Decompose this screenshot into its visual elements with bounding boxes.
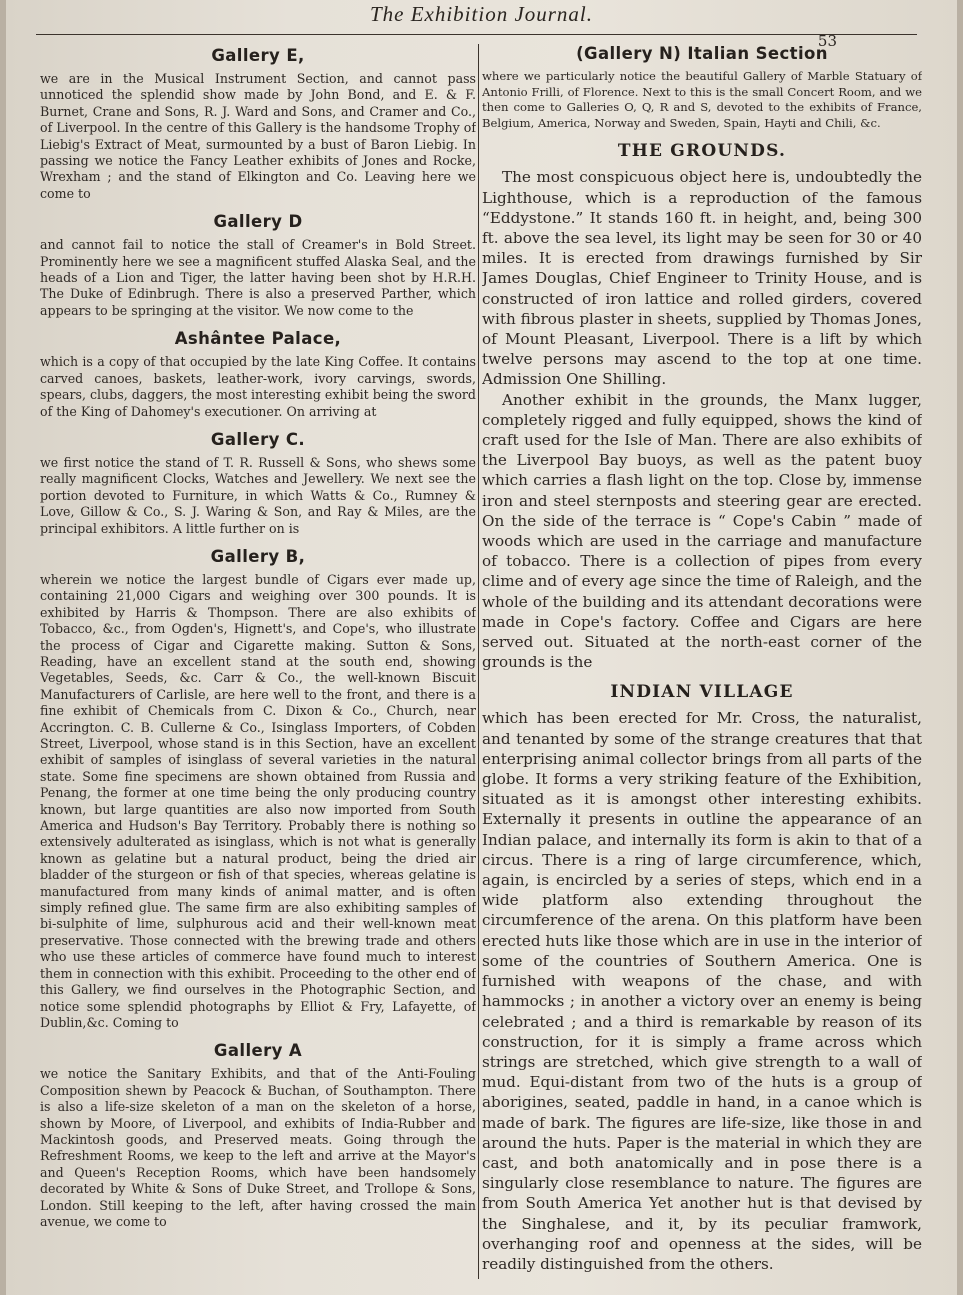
- journal-page: [6, 0, 957, 1295]
- text-italian-section: where we particularly notice the beautiful Gallery of Marble Statuary of Antonio Frilli, of Florence. Next to this is the small Concert Room, and we then come to Galleries O, Q, R and S, devoted to the exhibits of France, Belgium, America, Norway and Sweden, Spain, Hayti and Chili, &c.: [482, 69, 922, 130]
- text-gallery-d: and cannot fail to notice the stall of Creamer's in Bold Street. Prominently here we see a magnificent stuffed Alaska Seal, and the heads of a Lion and Tiger, the latter having been shot by H.R.H. The Duke of Edinbrugh. There is also a preserved Parther, which appears to be springing at the visitor. We now come to the: [40, 237, 476, 318]
- running-title: The Exhibition Journal.: [369, 2, 594, 26]
- text-grounds-exhibits: Another exhibit in the grounds, the Manx lugger, completely rigged and fully equipped, shows the kind of craft used for the Isle of Man. There are also exhibits of the Liverpool Bay buoys, as well as the patent buoy which carries a flash light on the top. Close by, immense iron and steel sternposts and steering gear are erected. On the side of the terrace is “ Cope's Cabin ” made of woods which are used in the carriage and manufacture of tobacco. There is a collection of pipes from every clime and of every age since the time of Raleigh, and the whole of the building and its attendant decorations were made in Cope's factory. Coffee and Cigars are here served out. Situated at the north-east corner of the grounds is the: [482, 390, 922, 672]
- right-column: [482, 44, 922, 1289]
- heading-italian-section: (Gallery N) Italian Section: [576, 44, 828, 63]
- heading-indian-village: INDIAN VILLAGE: [610, 682, 794, 703]
- heading-gallery-e: Gallery E,: [211, 46, 305, 65]
- heading-gallery-d: Gallery D: [213, 212, 303, 232]
- column-divider: [478, 44, 479, 1279]
- page-number: 53: [817, 32, 837, 50]
- text-ashantee-palace: which is a copy of that occupied by the late King Coffee. It contains carved canoes, baskets, leather-work, ivory carvings, swords, spears, clubs, daggers, the most interesting exhibit being the sword of the King of Dahomey's executioner. On arriving at: [40, 354, 476, 419]
- left-column: [40, 44, 476, 1289]
- text-gallery-a: we notice the Sanitary Exhibits, and that of the Anti-Fouling Composition shewn by Peacock & Buchan, of Southampton. There is also a life-size skeleton of a man on the skeleton of a horse, shown by Moore, of Liverpool, and exhibits of India-Rubber and Mackintosh goods, and Preserved meats. Going through the Refreshment Rooms, we keep to the left and arrive at the Mayor's and Queen's Reception Rooms, which have been handsomely decorated by White & Sons of Duke Street, and Trollope & Sons, London. Still keeping to the left, after having crossed the main avenue, we come to: [40, 1066, 476, 1229]
- heading-gallery-c: Gallery C.: [210, 429, 306, 449]
- text-grounds-lighthouse: The most conspicuous object here is, undoubtedly the Lighthouse, which is a reproduction of the famous “Eddystone.” It stands 160 ft. in height, and, being 300 ft. above the sea level, its light may be seen for 30 or 40 miles. It is erected from drawings furnished by Sir James Douglas, Chief Engineer to Trinity House, and is constructed of iron lattice and rolled girders, covered with fibrous plaster in sheets, supplied by Thomas Jones, of Mount Pleasant, Liverpool. There is a lift by which twelve persons may ascend to the top at one time. Admission One Shilling.: [482, 168, 922, 389]
- text-gallery-e: we are in the Musical Instrument Section, and cannot pass unnoticed the splendid show made by John Bond, and E. & F. Burnet, Crane and Sons, R. J. Ward and Sons, and Cramer and Co., of Liverpool. In the centre of this Gallery is the handsome Trophy of Liebig's Extract of Meat, surmounted by a bust of Baron Liebig. In passing we notice the Fancy Leather exhibits of Jones and Rocke, Wrexham ; and the stand of Elkington and Co. Leaving here we come to: [40, 71, 476, 201]
- heading-ashantee-palace: Ashântee Palace,: [174, 329, 342, 349]
- heading-the-grounds: THE GROUNDS.: [617, 141, 787, 162]
- heading-gallery-b: Gallery B,: [210, 546, 306, 566]
- heading-gallery-a: Gallery A: [213, 1041, 303, 1061]
- text-gallery-b: wherein we notice the largest bundle of Cigars ever made up, containing 21,000 Cigars and weighing over 300 pounds. It is exhibited by Harris & Thompson. There are also exhibits of Tobacco, &c., from Ogden's, Hignett's, and Cope's, who illustrate the process of Cigar and Cigarette making. Sutton & Sons, Reading, have an excellent stand at the south end, showing Vegetables, Seeds, &c. Carr & Co., the well-known Biscuit Manufacturers of Carlisle, are here well to the front, and there is a fine exhibit of Chemicals from C. Dixon & Co., Church, near Accrington. C. B. Cullerne & Co., Isinglass Importers, of Cobden Street, Liverpool, whose stand is in this Section, have an excellent exhibit of samples of isinglass of several varieties in the natural state. Some fine specimens are shown obtained from Russia and Penang, the former at one time being the only producing country known, but large quantities are also now imported from South America and Hudson's Bay Territory. Probably there is nothing so extensively adulterated as isinglass, which is not what is generally known as gelatine but a natural product, being the dried air bladder of the sturgeon or fish of that species, whereas gelatine is manufactured from many kinds of animal matter, and is often simply refined glue. The same firm are also exhibiting samples of bi-sulphite of lime, sulphurous acid and their well-known meat preservative. Those connected with the brewing trade and others who use these articles of commerce have found much to interest them in connection with this exhibit. Proceeding to the other end of this Gallery, we find ourselves in the Photographic Section, and notice some splendid photographs by Elliot & Fry, Lafayette, of Dublin,&c. Coming to: [40, 571, 476, 1030]
- text-gallery-c: we first notice the stand of T. R. Russell & Sons, who shews some really magnificent Clocks, Watches and Jewellery. We next see the portion devoted to Furniture, in which Watts & Co., Rumney & Love, Gillow & Co., S. J. Waring & Son, and Ray & Miles, are the principal exhibitors. A little further on is: [40, 454, 476, 536]
- header-rule: [36, 34, 917, 35]
- text-indian-village: which has been erected for Mr. Cross, the naturalist, and tenanted by some of the strange creatures that that enterprising animal collector brings from all parts of the globe. It forms a very striking feature of the Exhibition, situated as it is amongst other interesting exhibits. Externally it presents in outline the appearance of an Indian palace, and internally its form is akin to that of a circus. There is a ring of large circumference, which, again, is encircled by a series of steps, which end in a wide platform also extending throughout the circumference of the arena. On this platform have been erected huts like those which are in use in the interior of some of the countries of Southern America. One is furnished with weapons of the chase, and with hammocks ; in another a victory over an enemy is being celebrated ; and a third is remarkable by reason of its construction, for it is simply a frame across which strings are stretched, which give strength to a wall of mud. Equi-distant from two of the huts is a group of aborigines, seated, paddle in hand, in a canoe which is made of bark. The figures are life-size, like those in and around the huts. Paper is the material in which they are cast, and both anatomically and in pose there is a singularly close resemblance to nature. The figures are from South America Yet another hut is that devised by the Singhalese, and it, by its peculiar framwork, overhanging roof and openness at the sides, will be readily distinguished from the others.: [482, 709, 922, 1273]
